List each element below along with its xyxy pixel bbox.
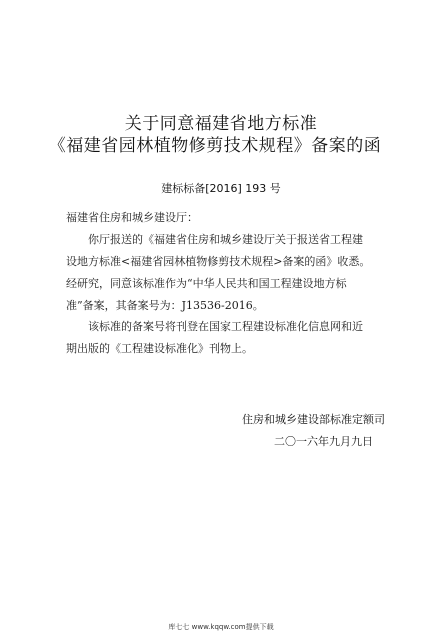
paragraph-1-line: 设地方标准<福建省园林植物修剪技术规程>备案的函》收悉。 xyxy=(66,255,371,268)
paragraph-1-line: 经研究，同意该标准作为“中华人民共和国工程建设地方标 xyxy=(66,277,347,290)
paragraph-2-line: 期出版的《工程建设标准化》刊物上。 xyxy=(66,342,253,355)
paragraph-1 xyxy=(66,229,376,317)
addressee: 福建省住房和城乡建设厅： xyxy=(66,211,198,224)
paragraph-1-line: 准”备案，其备案号为：J13536-2016。 xyxy=(66,299,264,312)
issue-date: 二〇一六年九月九日 xyxy=(274,435,373,448)
document-number: 建标标备[2016] 193 号 xyxy=(161,182,281,195)
signer-organization: 住房和城乡建设部标准定额司 xyxy=(242,413,385,426)
title-line-2: 《福建省园林植物修剪技术规程》备案的函 xyxy=(48,136,382,156)
paragraph-2 xyxy=(66,316,376,360)
paragraph-1-line: 你厅报送的《福建省住房和城乡建设厅关于报送省工程建 xyxy=(88,233,363,246)
download-watermark: 库七七 www.kqqw.com提供下载 xyxy=(168,623,274,631)
title-line-1: 关于同意福建省地方标准 xyxy=(124,114,318,134)
paragraph-2-line: 该标准的备案号将刊登在国家工程建设标准化信息网和近 xyxy=(88,320,363,333)
